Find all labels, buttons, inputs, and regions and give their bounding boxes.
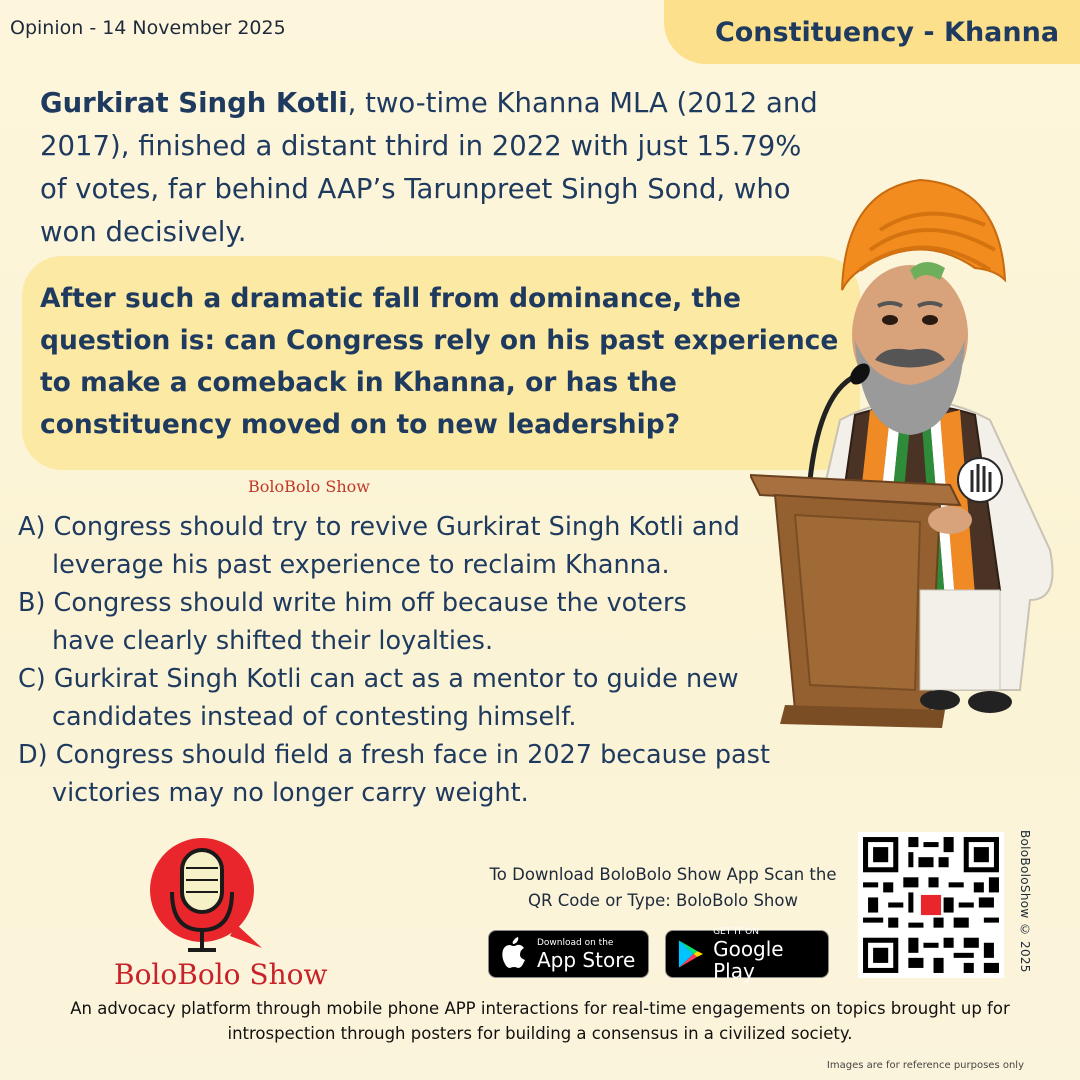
question-text: After such a dramatic fall from dominance, the question is: can Congress rely on his past experience to make a comeback in Khanna, or has the constituency moved on to new leadership? [40, 283, 839, 440]
option-a-line1: A) Congress should try to revive Gurkirat Singh Kotli and [18, 512, 740, 542]
date-line: Opinion - 14 November 2025 [10, 17, 286, 39]
app-store-main: App Store [537, 947, 636, 972]
google-play-main: Google Play [713, 936, 784, 983]
option-b-line2: have clearly shifted their loyalties. [52, 626, 494, 656]
copyright-vertical: BoloBoloShow © 2025 [1018, 830, 1032, 973]
hand-symbol-icon [958, 458, 1002, 502]
option-b-line1: B) Congress should write him off because the voters [18, 588, 687, 618]
question-box [22, 256, 860, 470]
logo-text: BoloBolo Show [114, 958, 328, 991]
intro-text: , two-time Khanna MLA (2012 and 2017), finished a distant third in 2022 with just 15.79% of votes, far behind AAP’s Tarunpreet Singh Sond, who won decisively. [40, 87, 818, 248]
option-a-line2: leverage his past experience to reclaim Khanna. [52, 550, 670, 580]
google-play-icon [676, 938, 705, 970]
option-d[interactable] [18, 736, 818, 812]
option-c[interactable] [18, 660, 818, 736]
apple-icon [499, 937, 529, 971]
option-d-line2: victories may no longer carry weight. [52, 778, 529, 808]
app-store-button[interactable] [488, 930, 649, 978]
politician-illustration [750, 130, 1080, 730]
option-c-line1: C) Gurkirat Singh Kotli can act as a mentor to guide new [18, 664, 739, 694]
candidate-name: Gurkirat Singh Kotli [40, 87, 348, 119]
disclaimer: Images are for reference purposes only [826, 1060, 1024, 1071]
tagline: An advocacy platform through mobile phone APP interactions for real-time engagements on topics brought up for introspection through posters for building a consensus in a civilized society. [70, 999, 1010, 1043]
watermark: BoloBolo Show [248, 477, 370, 496]
option-a[interactable] [18, 508, 818, 584]
option-c-line2: candidates instead of contesting himself. [52, 702, 577, 732]
intro-paragraph [40, 82, 830, 254]
qr-code-icon[interactable] [858, 832, 1004, 978]
constituency-tab [664, 0, 1080, 64]
constituency-label: Constituency - Khanna [714, 16, 1060, 48]
google-play-button[interactable] [665, 926, 829, 983]
download-instructions: To Download BoloBolo Show App Scan the QR Code or Type: BoloBolo Show [489, 865, 837, 910]
option-b[interactable] [18, 584, 818, 660]
google-play-sub: GET IT ON [713, 926, 759, 937]
options-list [18, 508, 818, 812]
app-store-sub: Download on the [537, 937, 614, 948]
option-d-line1: D) Congress should field a fresh face in 2027 because past [18, 740, 770, 770]
